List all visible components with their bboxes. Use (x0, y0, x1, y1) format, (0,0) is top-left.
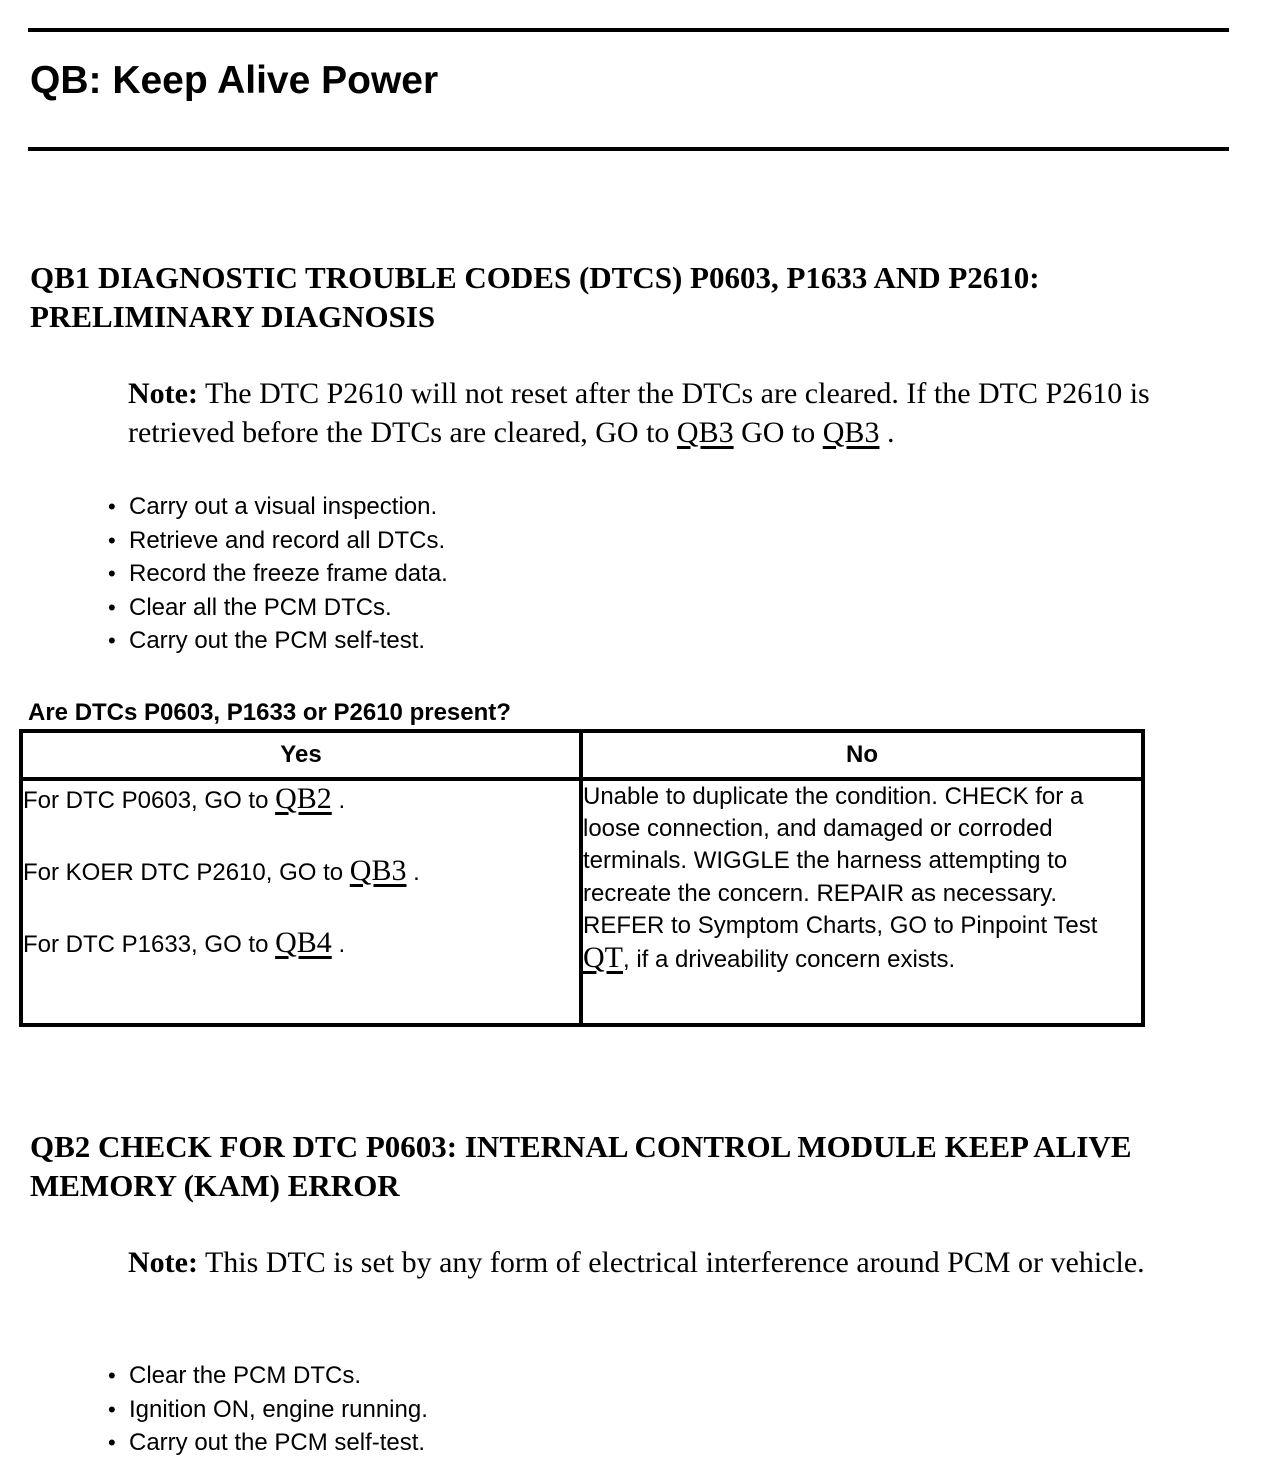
bullet-list-qb1 (108, 490, 448, 658)
list-item-text: Clear all the PCM DTCs. (129, 593, 392, 621)
page-title: QB: Keep Alive Power (30, 59, 439, 102)
list-item (108, 524, 448, 558)
yes-option-end: . (413, 859, 420, 886)
no-cell (581, 779, 1143, 1025)
note-text: This DTC is set by any form of electrical interference around PCM or vehicle. (204, 1246, 1145, 1279)
table-header-row (21, 731, 1143, 779)
note-end: . (886, 416, 895, 449)
list-item-text: Carry out the PCM self-test. (129, 627, 426, 655)
section-heading-qb2: QB2 CHECK FOR DTC P0603: INTERNAL CONTROL MODULE KEEP ALIVE MEMORY (KAM) ERROR (30, 1129, 1132, 1203)
yes-cell (21, 779, 581, 1025)
link-qb3[interactable]: QB3 (822, 416, 880, 449)
note-qb2 (128, 1243, 1178, 1282)
top-rule (28, 28, 1229, 32)
note-qb1 (128, 374, 1178, 452)
title-bottom-rule (28, 147, 1229, 151)
list-item (108, 1359, 428, 1393)
bullet-icon: • (108, 1396, 116, 1422)
list-item (108, 490, 448, 524)
bullet-icon: • (108, 1363, 116, 1388)
list-item-text: Carry out a visual inspection. (129, 493, 438, 520)
list-item (108, 1426, 428, 1460)
link-qb2[interactable]: QB2 (275, 782, 332, 815)
list-item-text: Carry out the PCM self-test. (129, 1429, 426, 1457)
yes-option (23, 781, 579, 818)
bullet-icon: • (108, 628, 116, 654)
list-item-text: Ignition ON, engine running. (129, 1395, 428, 1423)
no-end: , if a driveability concern exists. (623, 946, 956, 974)
yes-option-text: For DTC P1633, GO to (23, 931, 269, 958)
decision-table (19, 729, 1145, 1027)
bullet-icon: • (108, 594, 116, 620)
column-header-yes: Yes (21, 731, 581, 779)
bullet-list-qb2 (108, 1359, 428, 1460)
bullet-icon: • (108, 1430, 116, 1456)
link-qb3[interactable]: QB3 (349, 854, 407, 887)
note-label: Note: (128, 1246, 198, 1279)
column-header-no: No (581, 731, 1143, 779)
list-item-text: Retrieve and record all DTCs. (129, 526, 446, 554)
list-item (108, 557, 448, 591)
link-qb3[interactable]: QB3 (676, 416, 734, 449)
note-middle: GO to (741, 416, 816, 449)
yes-option-end: . (338, 931, 346, 958)
yes-option-end: . (338, 787, 346, 814)
list-item-text: Record the freeze frame data. (129, 560, 448, 588)
list-item-text: Clear the PCM DTCs. (129, 1362, 362, 1389)
link-qb4[interactable]: QB4 (275, 926, 332, 959)
list-item (108, 624, 448, 658)
decision-question: Are DTCs P0603, P1633 or P2610 present? (28, 699, 511, 726)
section-heading-qb1: QB1 DIAGNOSTIC TROUBLE CODES (DTCS) P0603, P1633 AND P2610: PRELIMINARY DIAGNOSIS (30, 260, 1040, 334)
yes-option (23, 925, 579, 962)
link-qt[interactable]: QT (583, 941, 623, 975)
list-item (108, 591, 448, 625)
bullet-icon: • (108, 527, 116, 553)
bullet-icon: • (108, 494, 116, 519)
list-item (108, 1393, 428, 1427)
yes-option-text: For DTC P0603, GO to (23, 787, 269, 814)
no-text: Unable to duplicate the condition. CHECK for a loose connection, and damaged or corroded terminals. WIGGLE the harness attempting to recreate the concern. REPAIR as necessary. REFER to Symptom Charts, GO to Pinpoint Test (583, 783, 1098, 939)
bullet-icon: • (108, 561, 116, 587)
yes-option-text: For KOER DTC P2610, GO to (23, 859, 344, 886)
table-row (21, 779, 1143, 1025)
note-text: The DTC P2610 will not reset after the DTCs are cleared. If the DTC P2610 is retrieved before the DTCs are cleared, GO to (128, 377, 1150, 449)
note-label: Note: (128, 377, 198, 410)
yes-option (23, 853, 579, 890)
